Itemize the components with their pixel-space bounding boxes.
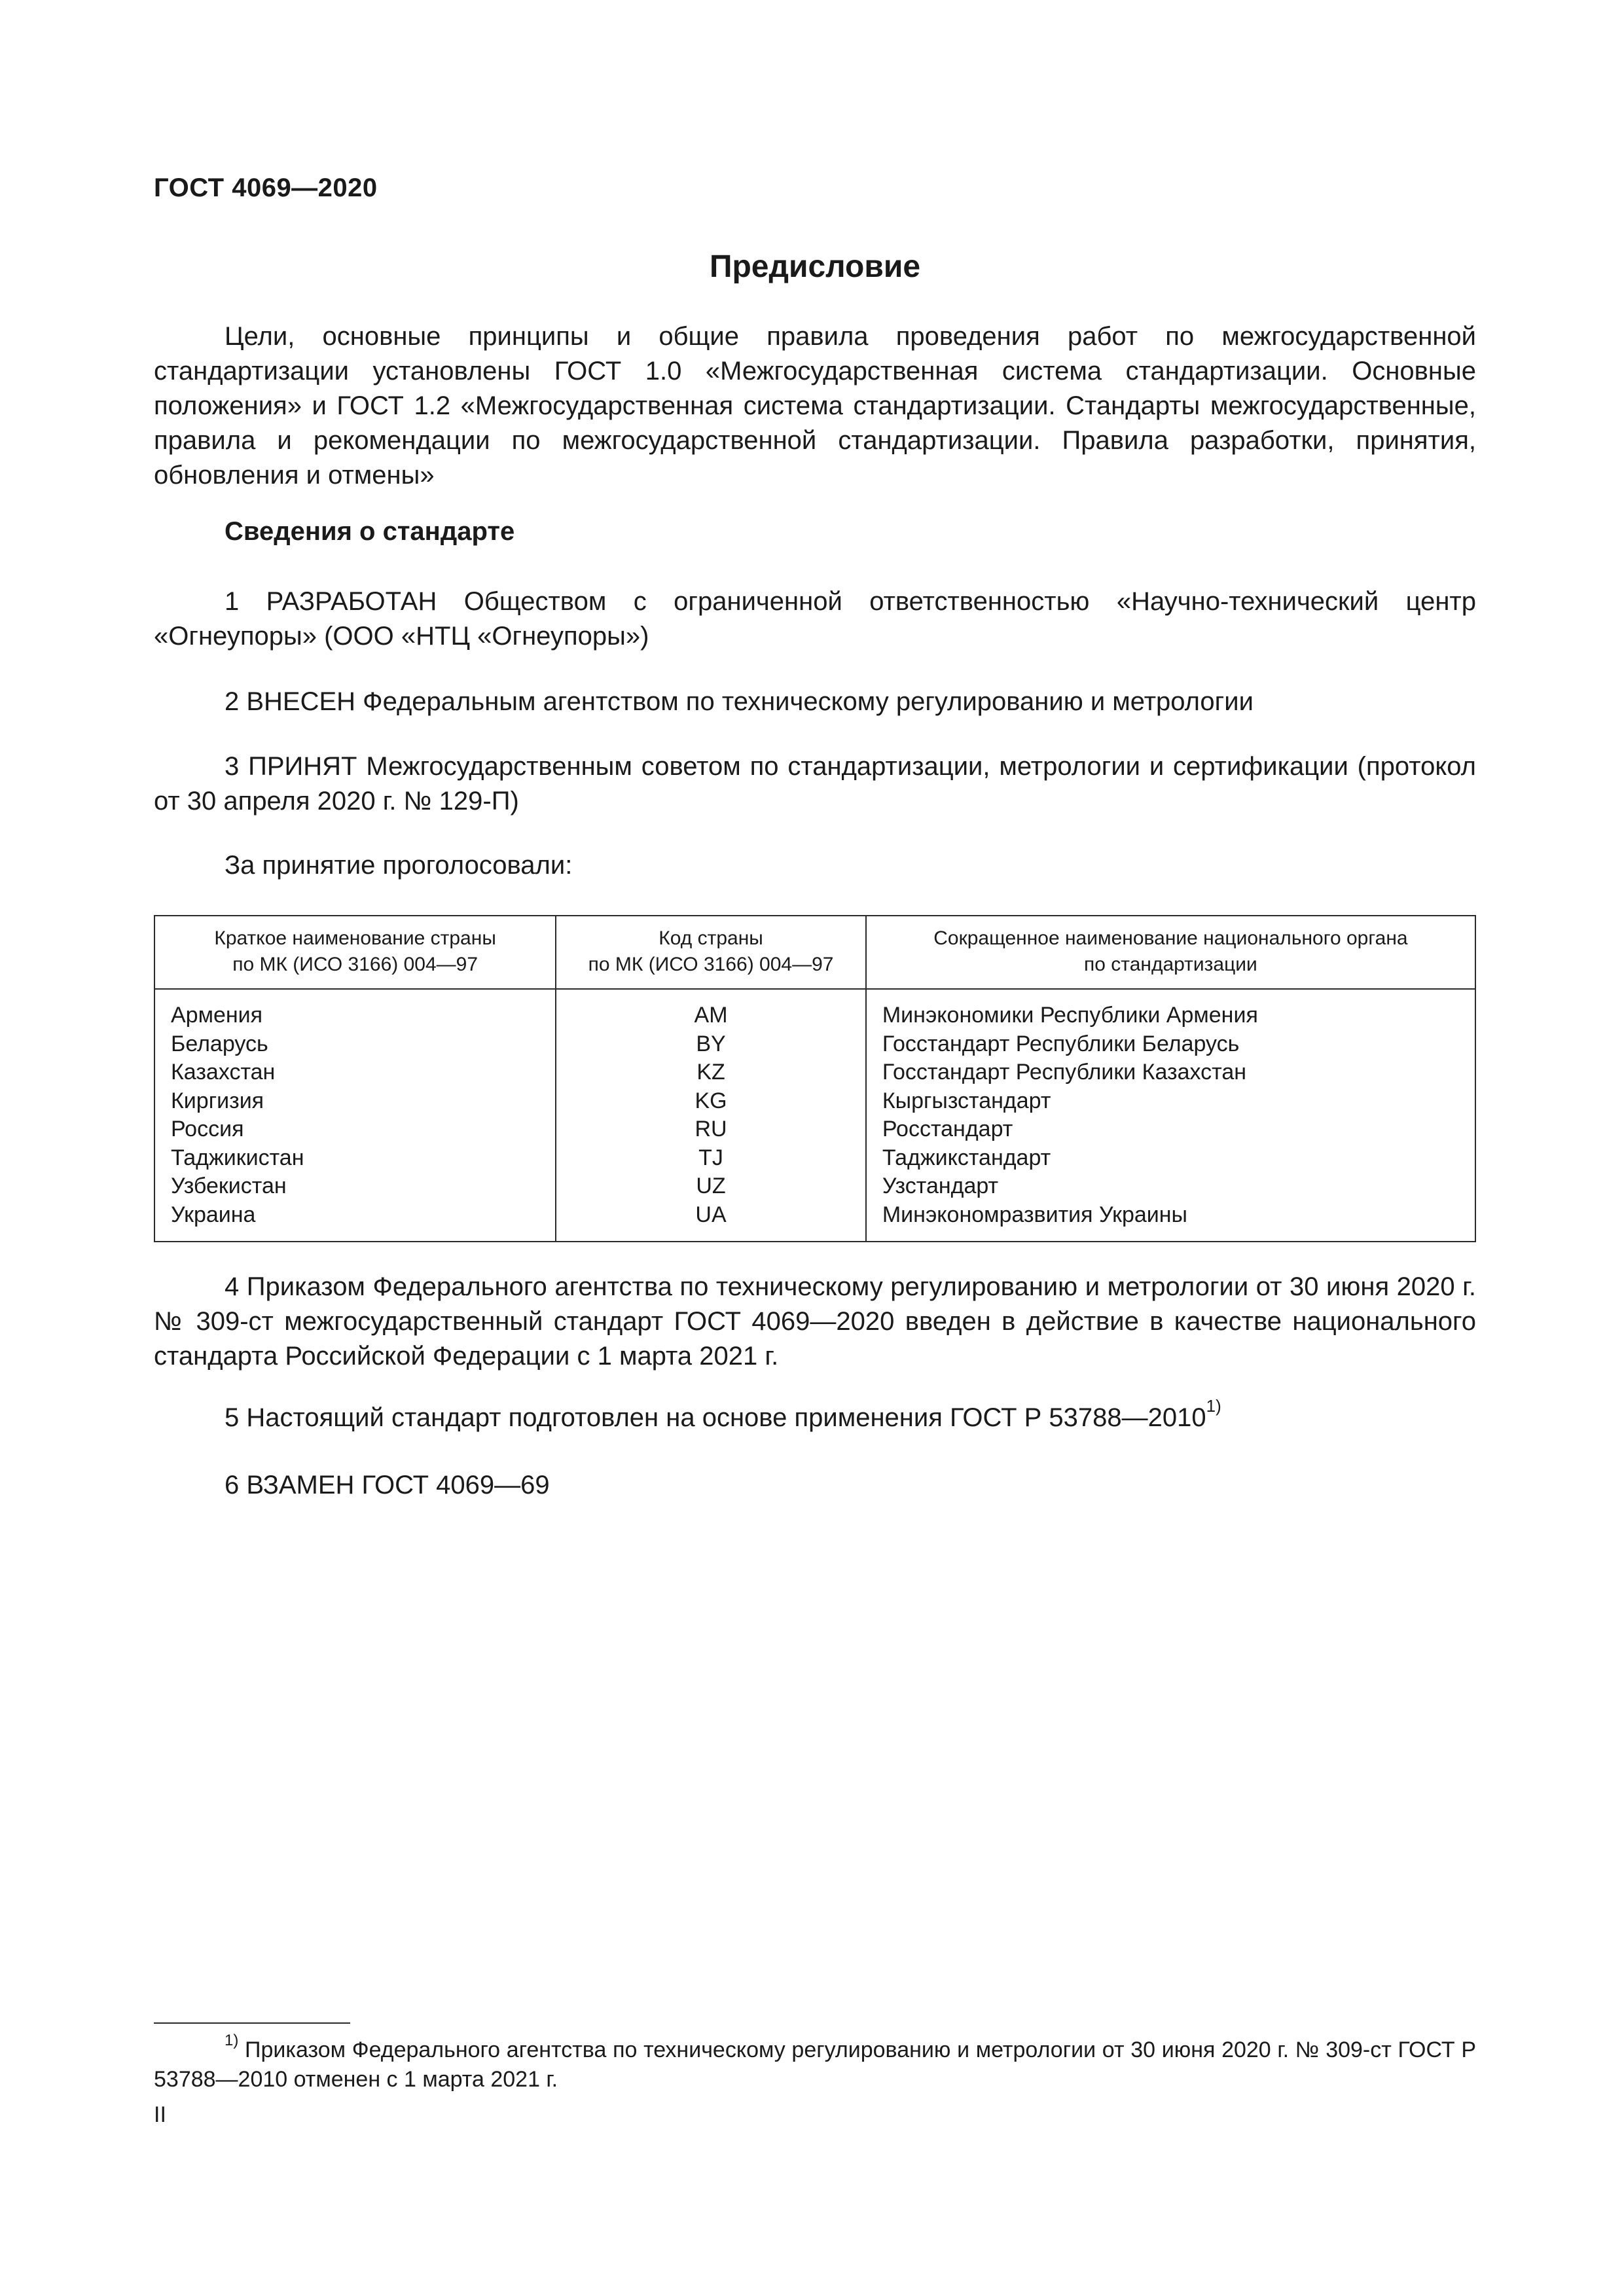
column-header-body — [866, 916, 1475, 989]
country-name: Казахстан — [171, 1060, 276, 1085]
item-submitted: 2 ВНЕСЕН Федеральным агентством по техническому регулированию и метрологии — [225, 687, 1254, 716]
country-name: Узбекистан — [171, 1174, 287, 1198]
column-header-country-line2: по МК (ИСО 3166) 004—97 — [232, 954, 478, 975]
standards-body-name: Госстандарт Республики Казахстан — [882, 1060, 1247, 1085]
code-column — [556, 989, 866, 1242]
column-header-body-line2: по стандартизации — [1084, 954, 1257, 975]
country-name: Армения — [171, 1003, 263, 1028]
item-order: 4 Приказом Федерального агентства по техническому регулированию и метрологии от 30 июня 2020 г. № 309-ст межгосударственный стандарт ГОСТ 4069—2020 введен в действие в качестве национального стандарта Российской Федерации с 1 марта 2021 г. — [154, 1272, 1476, 1371]
column-header-country — [154, 916, 556, 989]
footnote — [154, 2032, 1477, 2094]
standards-body-name: Минэкономразвития Украины — [882, 1202, 1187, 1227]
page-number: II — [154, 2102, 166, 2127]
item-basis-text: 5 Настоящий стандарт подготовлен на основе применения ГОСТ Р 53788—2010 — [225, 1403, 1206, 1432]
country-code: BY — [696, 1031, 726, 1056]
item-replaces: 6 ВЗАМЕН ГОСТ 4069—69 — [225, 1471, 550, 1499]
table-header-row — [154, 916, 1475, 989]
section-subheading: Сведения о стандарте — [225, 517, 515, 546]
standards-body-name: Минэкономики Республики Армения — [882, 1003, 1258, 1028]
item-basis — [154, 1396, 1476, 1435]
country-name: Россия — [171, 1117, 244, 1141]
country-name: Беларусь — [171, 1031, 268, 1056]
column-header-code-line2: по МК (ИСО 3166) 004—97 — [588, 954, 834, 975]
standards-body-name: Таджикстандарт — [882, 1145, 1051, 1170]
column-header-code — [556, 916, 866, 989]
country-name: Киргизия — [171, 1088, 264, 1113]
item-developed: 1 РАЗРАБОТАН Обществом с ограниченной ответственностью «Научно-технический центр «Огнеупоры» (ООО «НТЦ «Огнеупоры») — [154, 587, 1476, 651]
country-code: RU — [695, 1117, 727, 1141]
page-title: Предисловие — [709, 249, 921, 284]
table-row — [154, 989, 1475, 1242]
country-code: KZ — [696, 1060, 725, 1085]
footnote-text: Приказом Федерального агентства по техническому регулированию и метрологии от 30 июня 2020 г. № 309-ст ГОСТ Р 53788—2010 отменен с 1 марта 2021 г. — [154, 2037, 1477, 2092]
column-header-code-line1: Код страны — [659, 927, 763, 949]
column-header-body-line1: Сокращенное наименование национального органа — [933, 927, 1408, 949]
country-code: AM — [694, 1003, 728, 1028]
footnote-reference: 1) — [1206, 1396, 1221, 1416]
country-column — [154, 989, 556, 1242]
voted-for-label: За принятие проголосовали: — [225, 851, 573, 880]
document-code: ГОСТ 4069—2020 — [154, 173, 378, 202]
standards-body-name: Кыргызстандарт — [882, 1088, 1051, 1113]
country-name: Таджикистан — [171, 1145, 304, 1170]
column-header-country-line1: Краткое наименование страны — [214, 927, 496, 949]
country-name: Украина — [171, 1202, 256, 1227]
standards-body-name: Узстандарт — [882, 1174, 999, 1198]
intro-paragraph: Цели, основные принципы и общие правила проведения работ по межгосударственной стандартизации установлены ГОСТ 1.0 «Межгосударственная система стандартизации. Основные положения» и ГОСТ 1.2 «Межгосударственная система стандартизации. Стандарты межгосударственные, правила и рекомендации по межгосударственной стандартизации. Правила разработки, принятия, обновления и отмены» — [154, 322, 1476, 490]
country-code: UZ — [696, 1174, 726, 1198]
footnote-marker: 1) — [225, 2032, 239, 2049]
item-adopted: 3 ПРИНЯТ Межгосударственным советом по стандартизации, метрологии и сертификации (протокол от 30 апреля 2020 г. № 129-П) — [154, 752, 1476, 816]
country-code: TJ — [698, 1145, 723, 1170]
country-code: KG — [695, 1088, 727, 1113]
standards-body-name: Росстандарт — [882, 1117, 1013, 1141]
footnote-divider — [154, 2022, 350, 2024]
standards-body-column — [866, 989, 1475, 1242]
standards-body-name: Госстандарт Республики Беларусь — [882, 1031, 1240, 1056]
country-code: UA — [695, 1202, 727, 1227]
member-states-table — [154, 915, 1476, 1242]
